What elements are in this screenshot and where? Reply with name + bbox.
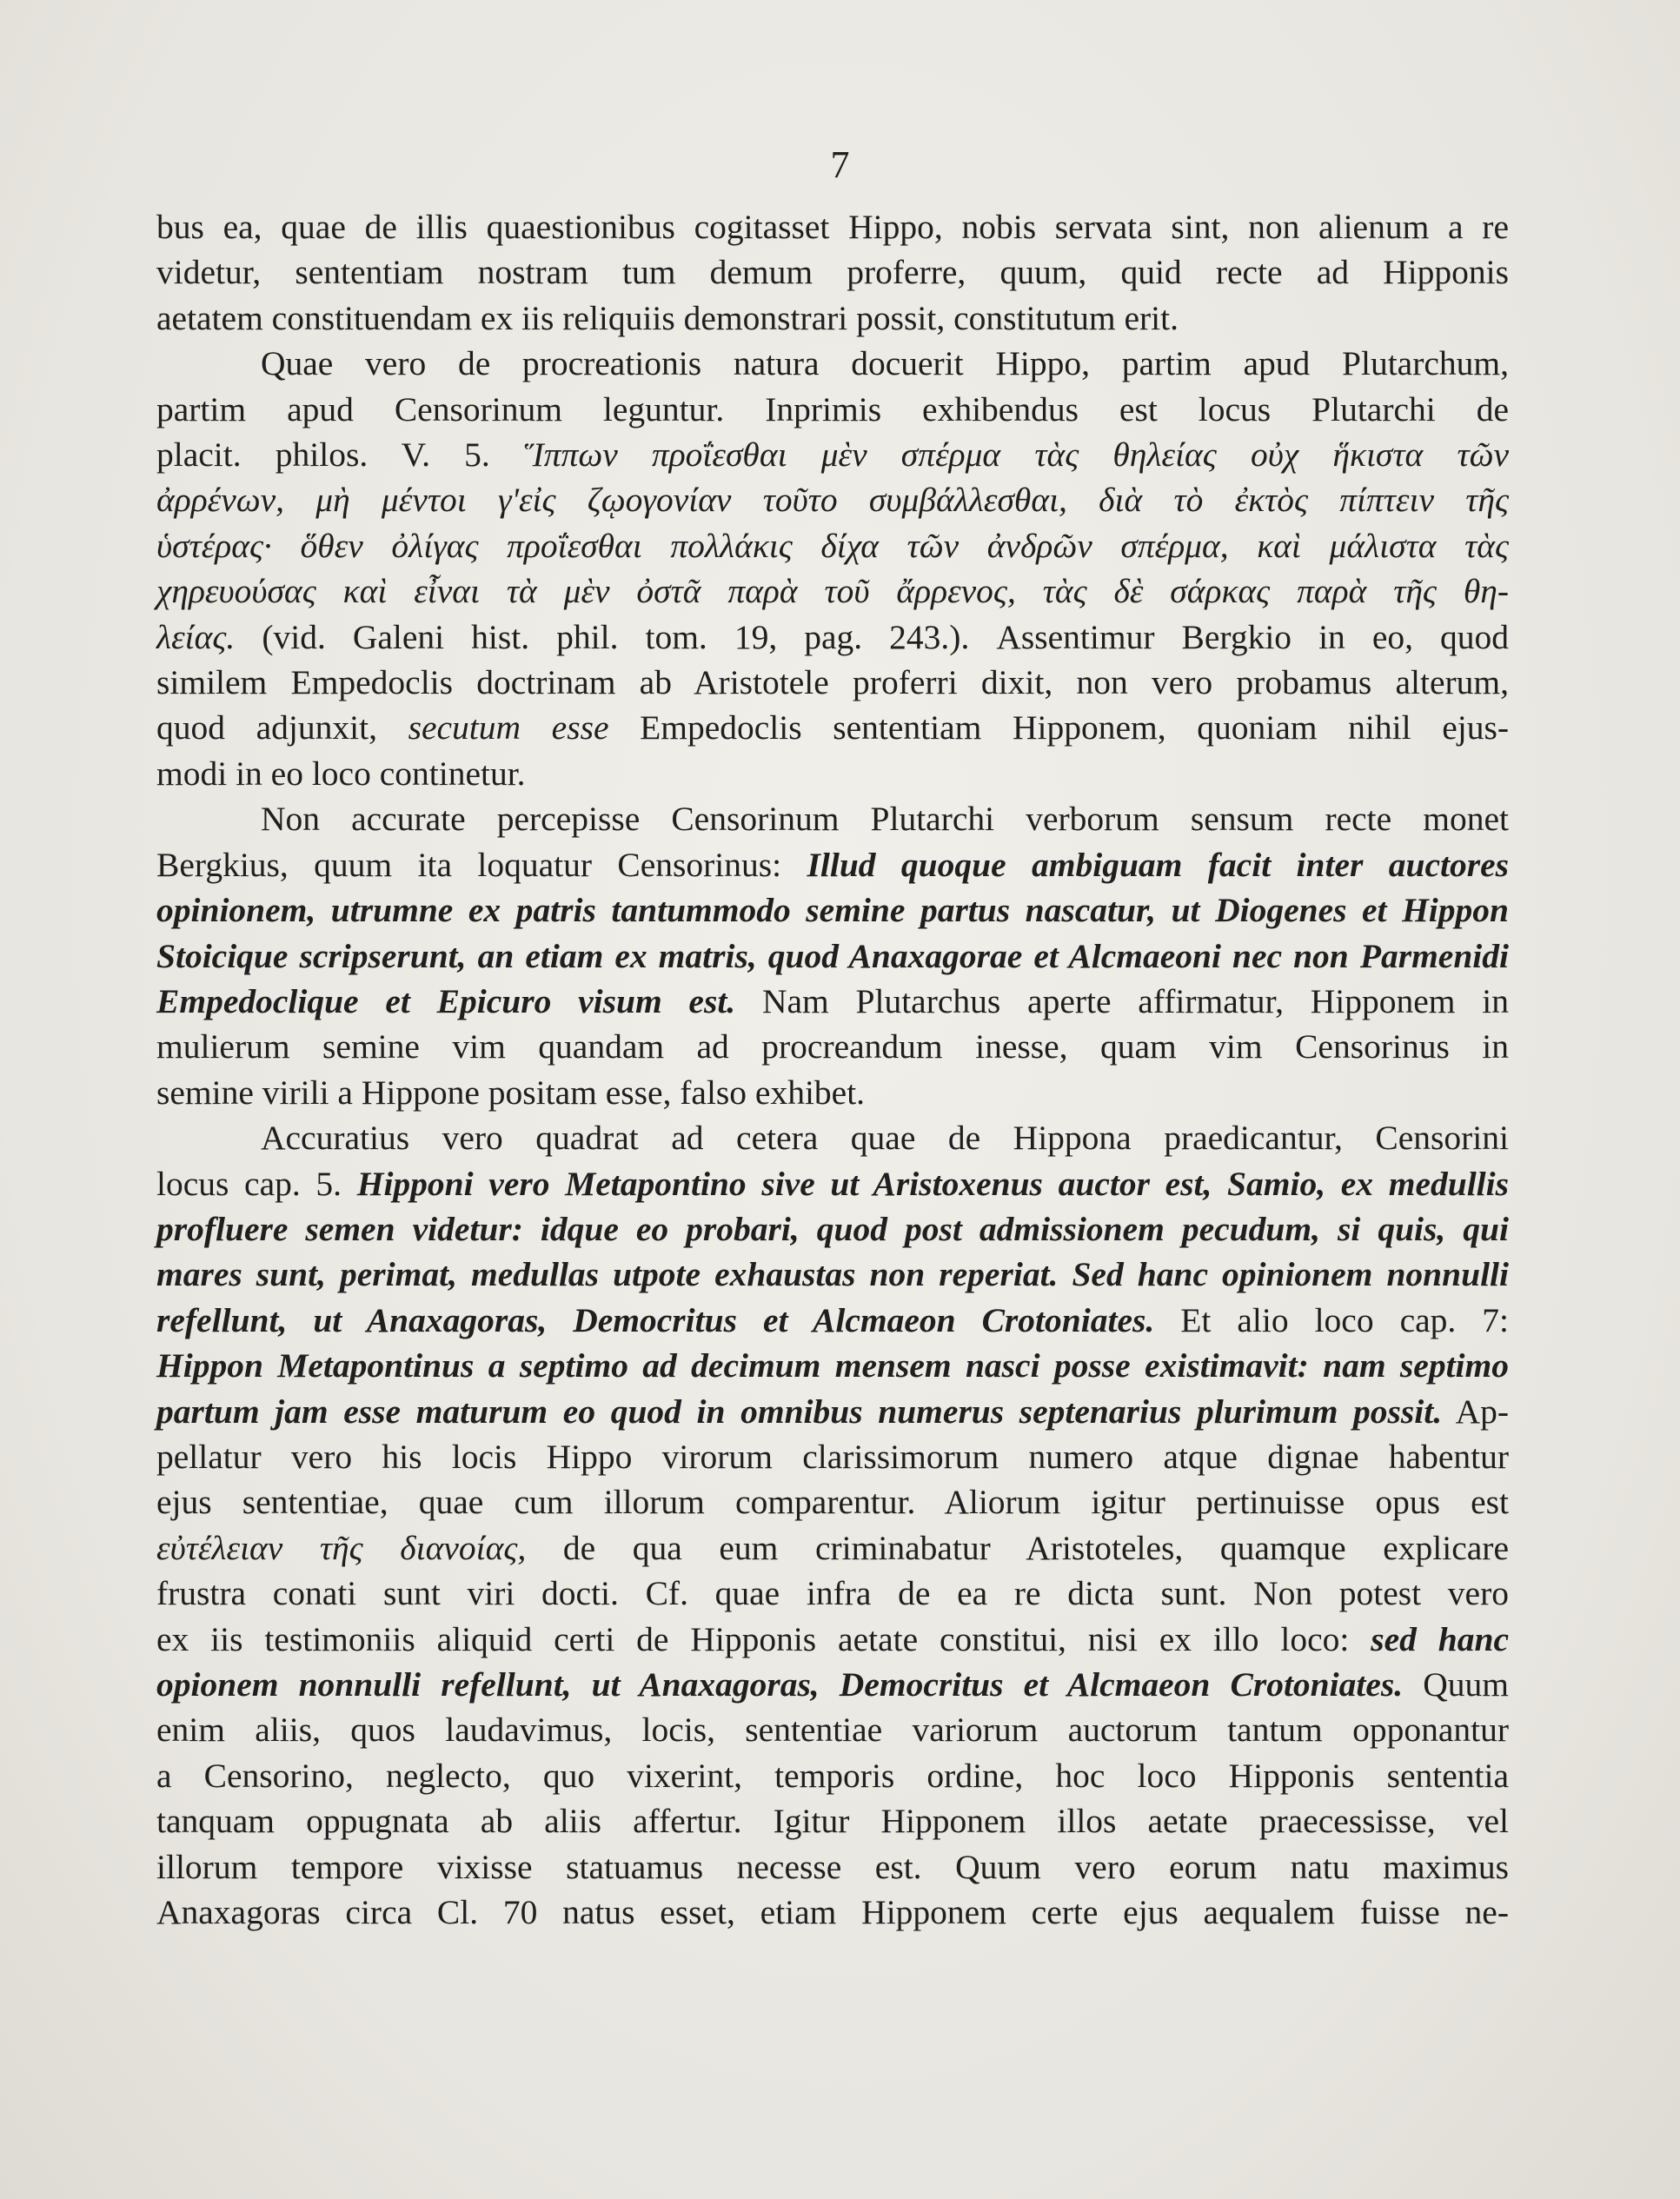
text-line: locus cap. 5. Hipponi vero Metapontino sive ut Aristoxenus auctor est, Samio, ex medullis [156,1164,1509,1203]
greek-quotation: εὐτέλειαν τῆς διανοίας, [156,1528,527,1567]
text-line: λείας. (vid. Galeni hist. phil. tom. 19, pag. 243.). Assentimur Bergkio in eo, quod [156,617,1509,656]
body-text [156,204,1509,1935]
text-line: frustra conati sunt viri docti. Cf. quae infra de ea re dicta sunt. Non potest vero [156,1574,1509,1613]
text-line: opionem nonnulli refellunt, ut Anaxagoras, Democritus et Alcmaeon Crotoniates. Quum [156,1665,1509,1704]
text-line: modi in eo loco continetur. [156,754,526,793]
censorinus-quotation: refellunt, ut Anaxagoras, Democritus et Alcmaeon Crotoniates. [156,1300,1155,1339]
text-line: ex iis testimoniis aliquid certi de Hipponis aetate constitui, nisi ex illo loco: sed hanc [156,1619,1510,1658]
text-line [156,1206,1509,1252]
censorinus-quotation: Hippon Metapontinus a septimo ad decimum mensem nasci posse existimavit: nam septimo [156,1346,1509,1385]
greek-quotation: Ἵππων προΐεσθαι μὲν σπέρμα τὰς θηλείας οὐχ ἥκιστα τῶν [523,435,1509,475]
text-line: a Censorino, neglecto, quo vixerint, temporis ordine, hoc loco Hipponis sententia [156,1756,1509,1795]
text-line: Anaxagoras circa Cl. 70 natus esset, etiam Hipponem certe ejus aequalem fuisse ne- [156,1893,1509,1932]
text-line [156,887,1509,933]
text-line: similem Empedoclis doctrinam ab Aristotele proferri dixit, non vero probamus alterum, [156,663,1509,702]
text-line [156,523,1509,568]
censorinus-quotation: opionem nonnulli refellunt, ut Anaxagoras, Democritus et Alcmaeon Crotoniates. [156,1665,1404,1704]
text-line: Empedoclique et Epicuro visum est. Nam Plutarchus aperte affirmatur, Hipponem in [156,981,1509,1020]
text-line: pellatur vero his locis Hippo virorum clarissimorum numero atque dignae habentur [156,1437,1509,1476]
text-line [156,1343,1509,1388]
censorinus-quotation: profluere semen videtur: idque eo probari, quod post admissionem pecudum, si quis, qui [156,1209,1509,1248]
text-line [156,568,1509,614]
text-line: Bergkius, quum ita loquatur Censorinus: Illud quoque ambiguam facit inter auctores [156,845,1509,884]
text-line: quod adjunxit, secutum esse Empedoclis sententiam Hipponem, quoniam nihil ejus- [156,708,1509,747]
text-line: aetatem constituendam ex iis reliquiis demonstrari possit, constitutum erit. [156,298,1179,337]
censorinus-quotation: partum jam esse maturum eo quod in omnibus numerus septenarius plurimum possit. [156,1392,1443,1431]
italic-phrase: secutum esse [408,708,609,747]
censorinus-quotation: sed hanc [1371,1619,1510,1658]
censorinus-quotation: Empedoclique et Epicuro visum est. [156,981,736,1020]
text-line [156,1252,1509,1297]
text-line: illorum tempore vixisse statuamus necesse est. Quum vero eorum natu maximus [156,1847,1509,1886]
text-line: εὐτέλειαν τῆς διανοίας, de qua eum criminabatur Aristoteles, quamque explicare [156,1528,1509,1567]
text-line: bus ea, quae de illis quaestionibus cogitasset Hippo, nobis servata sint, non alienum a re [156,208,1509,246]
text-line: Non accurate percepisse Censorinum Plutarchi verborum sensum recte monet [261,800,1509,839]
text-line: mulierum semine vim quandam ad procreandum inesse, quam vim Censorinus in [156,1027,1509,1066]
censorinus-quotation: Hipponi vero Metapontino sive ut Aristoxenus auctor est, Samio, ex medullis [356,1164,1509,1203]
text-line: semine virili a Hippone positam esse, falso exhibet. [156,1073,866,1112]
censorinus-quotation: opinionem, utrumne ex patris tantummodo semine partus nascatur, ut Diogenes et Hippon [156,891,1509,930]
text-line: enim aliis, quos laudavimus, locis, sententiae variorum auctorum tantum opponantur [156,1711,1509,1750]
text-line: Accuratius vero quadrat ad cetera quae de Hippona praedicantur, Censorini [261,1119,1509,1158]
censorinus-quotation: Stoicique scripserunt, an etiam ex matris, quod Anaxagorae et Alcmaeoni nec non Parmenidi [156,936,1509,975]
text-line: partim apud Censorinum leguntur. Inprimis exhibendus est locus Plutarchi de [156,389,1509,429]
text-line [156,477,1509,522]
text-line: videtur, sententiam nostram tum demum proferre, quum, quid recte ad Hipponis [156,253,1509,292]
censorinus-quotation: mares sunt, perimat, medullas utpote exhaustas non reperiat. Sed hanc opinionem nonnulli [156,1255,1509,1294]
text-line: tanquam oppugnata ab aliis affertur. Igitur Hipponem illos aetate praecessisse, vel [156,1802,1509,1841]
text-line: Quae vero de procreationis natura docuerit Hippo, partim apud Plutarchum, [261,344,1509,383]
text-line: placit. philos. V. 5. Ἵππων προΐεσθαι μὲν σπέρμα τὰς θηλείας οὐχ ἥκιστα τῶν [156,435,1509,475]
page-number: 7 [830,143,850,186]
text-line: ejus sententiae, quae cum illorum comparentur. Aliorum igitur pertinuisse opus est [156,1483,1509,1522]
text-line: refellunt, ut Anaxagoras, Democritus et Alcmaeon Crotoniates. Et alio loco cap. 7: [156,1300,1509,1339]
greek-quotation: ὑστέρας· ὅθεν ὀλίγας προΐεσθαι πολλάκις δίχα τῶν ἀνδρῶν σπέρμα, καὶ μάλιστα τὰς [156,526,1509,565]
greek-quotation: ἀρρένων, μὴ μέντοι γ'εἰς ζῳογονίαν τοῦτο συμβάλλεσθαι, διὰ τὸ ἐκτὸς πίπτειν τῆς [156,481,1509,520]
text-line [156,933,1509,979]
greek-quotation: χηρευούσας καὶ εἶναι τὰ μὲν ὀστᾶ παρὰ τοῦ ἄρρενος, τὰς δὲ σάρκας παρὰ τῆς θη- [156,572,1509,611]
greek-quotation: λείας. [156,617,236,656]
censorinus-quotation: Illud quoque ambiguam facit inter auctores [807,845,1509,884]
text-line: partum jam esse maturum eo quod in omnibus numerus septenarius plurimum possit. Ap- [156,1392,1510,1431]
